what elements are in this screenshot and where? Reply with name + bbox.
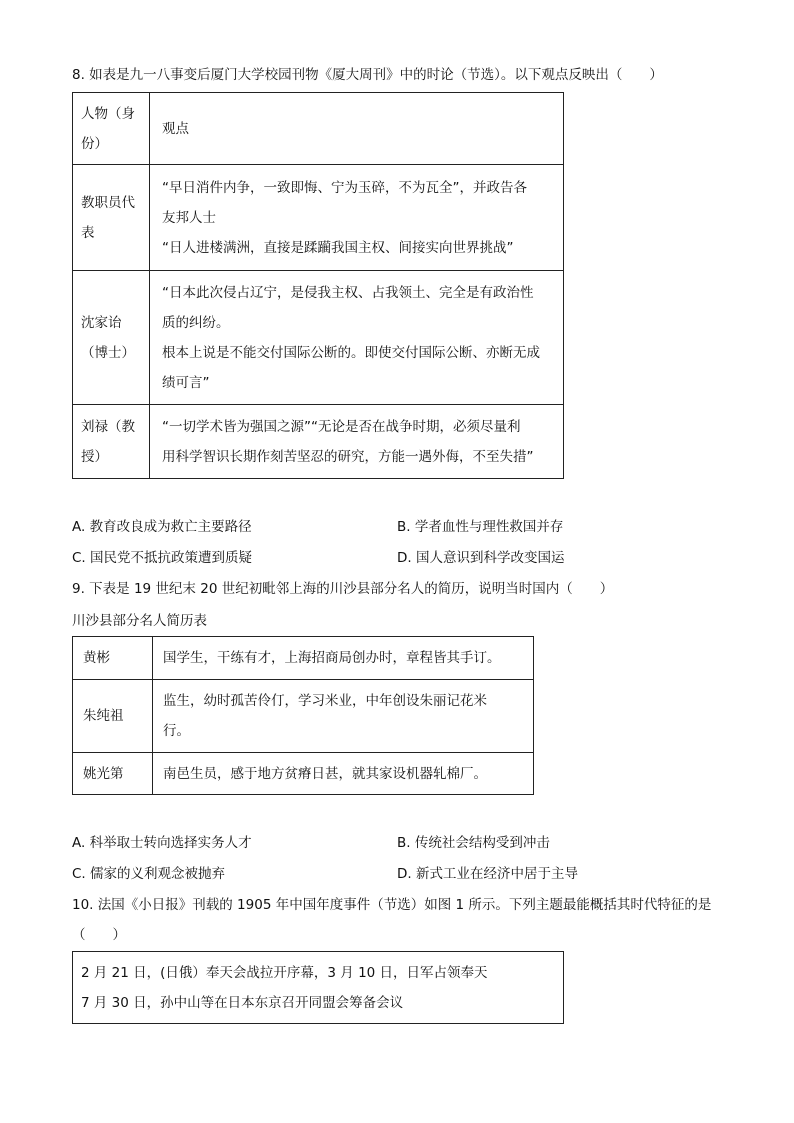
q8-row-person: 沈家诒 （博士） [73,271,150,405]
q8-option-b[interactable]: B. 学者血性与理性救国并存 [397,519,564,535]
q8-table [72,92,564,479]
q8-stem: 8. 如表是九一八事变后厦门大学校园刊物《厦大周刊》中的时论（节选）。以下观点反映出（ ） [72,67,663,83]
q8-row-person: 教职员代 表 [73,165,150,271]
q8-header-person: 人物（身 份） [73,93,150,165]
q9-stem: 9. 下表是 19 世纪末 20 世纪初毗邻上海的川沙县部分名人的简历，说明当时国内（ ） [72,581,614,597]
q9-option-c[interactable]: C. 儒家的义利观念被抛弃 [72,866,226,882]
q9-table [72,636,534,795]
q9-option-a[interactable]: A. 科举取士转向选择实务人才 [72,835,252,851]
q9-row-desc: 国学生，干练有才，上海招商局创办时，章程皆其手订。 [153,637,534,680]
q8-table-header [73,93,564,165]
q9-table-caption: 川沙县部分名人简历表 [72,613,207,629]
q8-row-view: “早日消件内争，一致即悔、宁为玉碎，不为瓦全”，并政告各 友邦人士 “日人进楼满洲，直接是蹂躏我国主权、间接实向世界挑战” [150,165,564,271]
q8-table-row [73,165,564,271]
q9-option-d[interactable]: D. 新式工业在经济中居于主导 [397,866,578,882]
q8-option-a[interactable]: A. 教育改良成为救亡主要路径 [72,519,252,535]
q10-stem: 10. 法国《小日报》刊载的 1905 年中国年度事件（节选）如图 1 所示。下列主题最能概括其时代特征的是 [72,897,712,913]
q10-event-box [72,951,564,1024]
q9-table-row [73,753,534,795]
q10-event-lines: 2 月 21 日，(日俄）奉天会战拉开序幕，3 月 10 日，日军占领奉天 7 月 30 日，孙中山等在日本东京召开同盟会筹备会议 [73,952,564,1024]
q9-row-name: 黄彬 [73,637,153,680]
q9-row-name: 朱纯祖 [73,680,153,753]
q8-row-person: 刘禄（教 授） [73,405,150,479]
q8-option-c[interactable]: C. 国民党不抵抗政策遭到质疑 [72,550,253,566]
q8-row-view: “日本此次侵占辽宁，是侵我主权、占我领土、完全是有政治性 质的纠纷。 根本上说是不能交付国际公断的。即使交付国际公断、亦断无成 绩可言” [150,271,564,405]
q9-row-name: 姚光第 [73,753,153,795]
q9-option-b[interactable]: B. 传统社会结构受到冲击 [397,835,550,851]
q8-option-d[interactable]: D. 国人意识到科学改变国运 [397,550,565,566]
q8-table-row [73,271,564,405]
q8-table-row [73,405,564,479]
q9-row-desc: 监生，幼时孤苦伶仃，学习米业，中年创设朱丽记花米 行。 [153,680,534,753]
q9-table-row [73,680,534,753]
q10-stem-paren: （ ） [72,927,126,943]
q9-row-desc: 南邑生员，感于地方贫瘠日甚，就其家设机器轧棉厂。 [153,753,534,795]
q8-row-view: “一切学术皆为强国之源”“无论是否在战争时期，必须尽量利 用科学智识长期作刻苦坚忍的研究，方能一遇外侮，不至失措” [150,405,564,479]
q9-table-row [73,637,534,680]
q8-header-view: 观点 [150,93,564,165]
